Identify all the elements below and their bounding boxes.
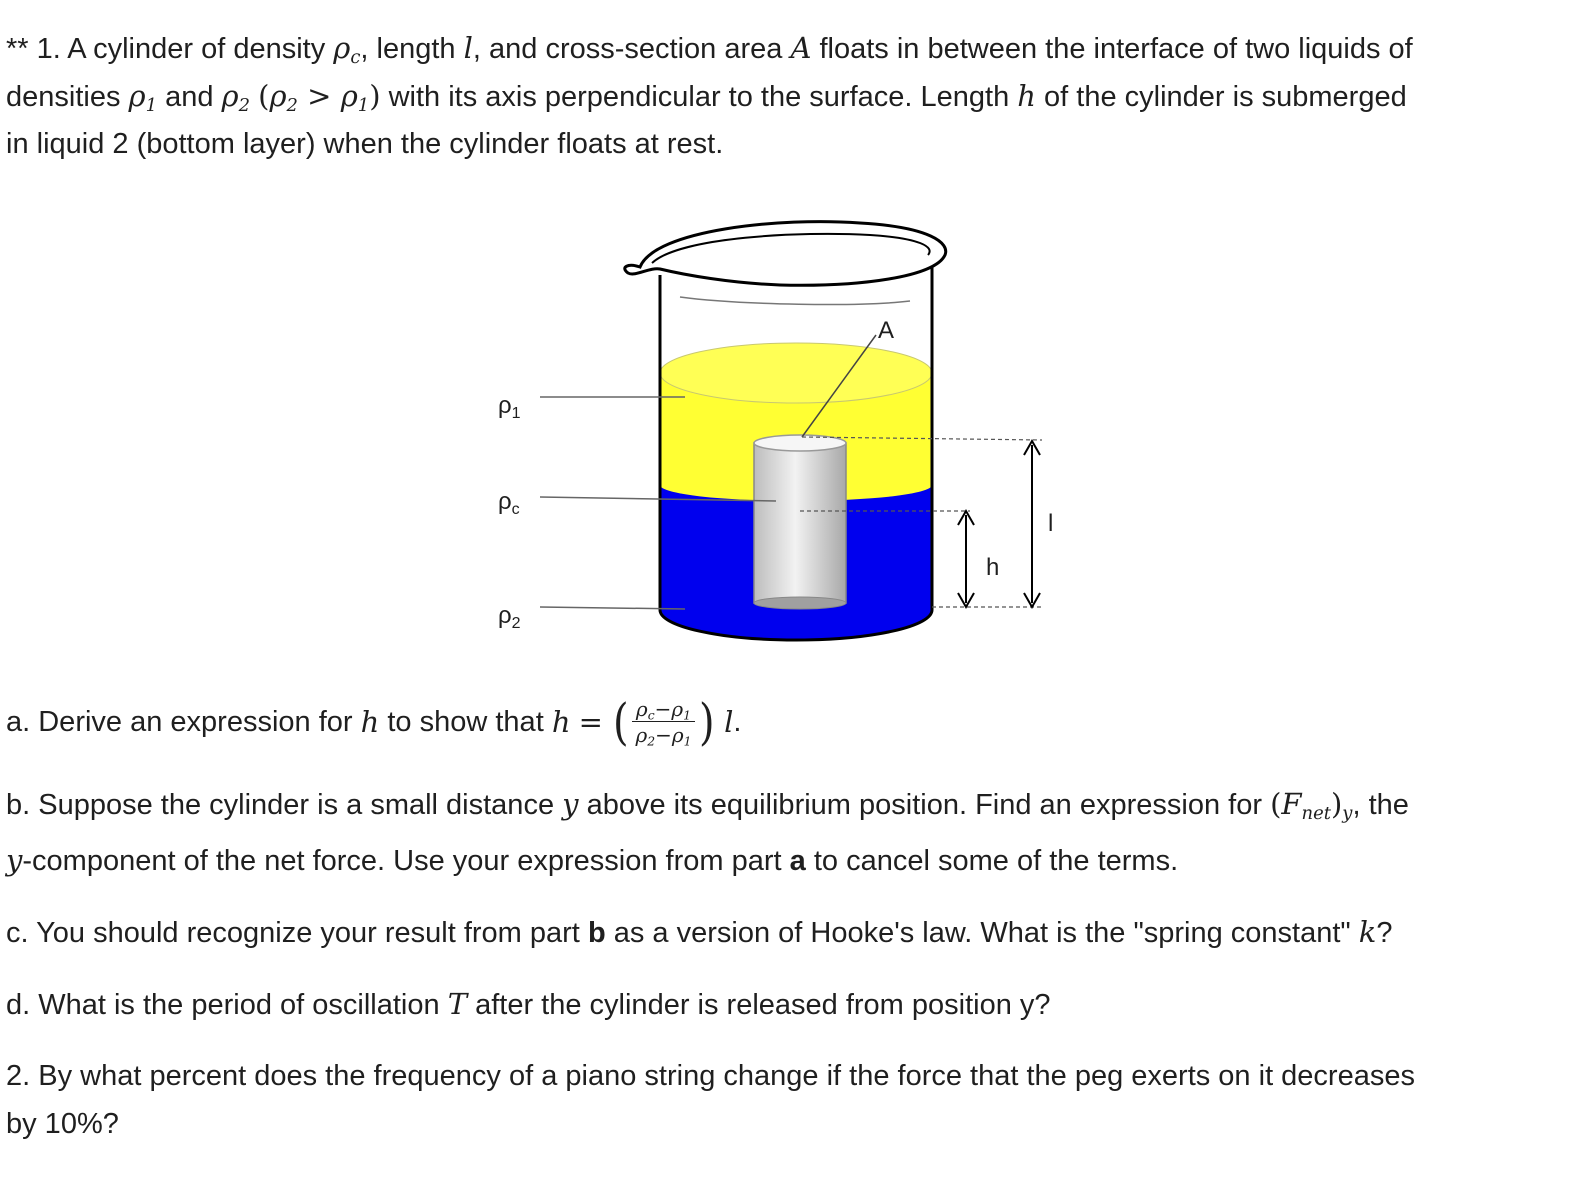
label-rho1: $\rho_1$: [498, 392, 521, 422]
text: , length: [360, 33, 456, 65]
label-rhoc: $\rho_c$: [498, 488, 520, 518]
stars: **: [6, 33, 29, 65]
label-A: A: [878, 317, 895, 344]
l-symbol: l: [463, 31, 473, 65]
paren-right: ): [698, 693, 715, 751]
label-l: l: [1048, 510, 1054, 537]
label-rho2: $\rho_2$: [498, 602, 521, 632]
beaker-inner-line: [680, 297, 910, 304]
text: .: [733, 705, 742, 738]
problem-number: 1.: [36, 33, 61, 65]
problem1-line1: [6, 31, 1413, 69]
h-symbol: h: [360, 704, 380, 739]
rho-1-symbol: $\rho_1$: [128, 79, 158, 117]
problem1-line3: in liquid 2 (bottom layer) when the cylinder floats at rest.: [6, 128, 724, 160]
h-symbol: h: [1017, 79, 1036, 113]
text: floats in between the interface of two liquids of: [819, 33, 1413, 65]
rho-c-symbol: $\rho_c$: [333, 31, 361, 69]
fraction: [632, 697, 694, 749]
text: and: [165, 81, 214, 113]
T-symbol: T: [447, 987, 468, 1021]
fraction-denominator: $\rho_2-\rho_1$: [635, 723, 692, 749]
text: of the cylinder is submerged: [1044, 81, 1407, 113]
text: as a version of Hooke's law. What is the "spring constant": [613, 917, 1351, 949]
beaker-rim: [625, 222, 946, 286]
beaker-figure: [480, 205, 1060, 650]
text: , the: [1352, 789, 1409, 821]
y-symbol: y: [562, 787, 579, 821]
text: ?: [1376, 917, 1393, 949]
text: , and cross-section area: [472, 33, 783, 65]
cylinder-bottom: [754, 597, 846, 609]
part-c: [6, 915, 1393, 949]
y-symbol: y: [6, 843, 23, 877]
rho-2-symbol: $\rho_2$: [221, 79, 251, 117]
problem2-line1: 2. By what percent does the frequency of a piano string change if the force that the peg exerts on it decreases: [6, 1060, 1415, 1092]
A-symbol: A: [790, 31, 812, 65]
problem1-line2: [6, 79, 1407, 117]
text: to cancel some of the terms.: [813, 845, 1179, 877]
k-symbol: k: [1358, 915, 1377, 949]
bold-a: a: [789, 845, 806, 877]
part-d: [6, 987, 1051, 1021]
text: a. Derive an expression for: [6, 705, 353, 738]
part-b-line2: [6, 843, 1179, 877]
text: d. What is the period of oscillation: [6, 989, 440, 1021]
text: to show that: [387, 705, 544, 738]
cylinder-body: [754, 443, 846, 603]
l-symbol: l: [724, 704, 734, 739]
part-b-line1: [6, 787, 1409, 825]
text: A cylinder of density: [67, 33, 326, 65]
text: c. You should recognize your result from part: [6, 917, 580, 949]
text: b. Suppose the cylinder is a small distance: [6, 789, 555, 821]
text: after the cylinder is released from position y?: [475, 989, 1051, 1021]
equals-sign: =: [578, 704, 603, 739]
F-net-y: $(F_{net})_y$: [1270, 787, 1353, 825]
text: -component of the net force. Use your expression from part: [22, 845, 782, 877]
liquid-1-surface: [660, 343, 932, 403]
paren-left: (: [612, 693, 629, 751]
text: above its equilibrium position. Find an expression for: [586, 789, 1263, 821]
fraction-numerator: $\rho_c-\rho_1$: [632, 699, 694, 722]
label-h: h: [986, 554, 1000, 581]
part-a: [6, 690, 741, 754]
h-symbol: h: [551, 704, 571, 739]
problem2-line2: by 10%?: [6, 1108, 119, 1140]
text: with its axis perpendicular to the surface. Length: [388, 81, 1010, 113]
bold-b: b: [587, 917, 606, 949]
inequality: $(\rho_2 > \rho_1)$: [258, 79, 381, 117]
text: densities: [6, 81, 121, 113]
